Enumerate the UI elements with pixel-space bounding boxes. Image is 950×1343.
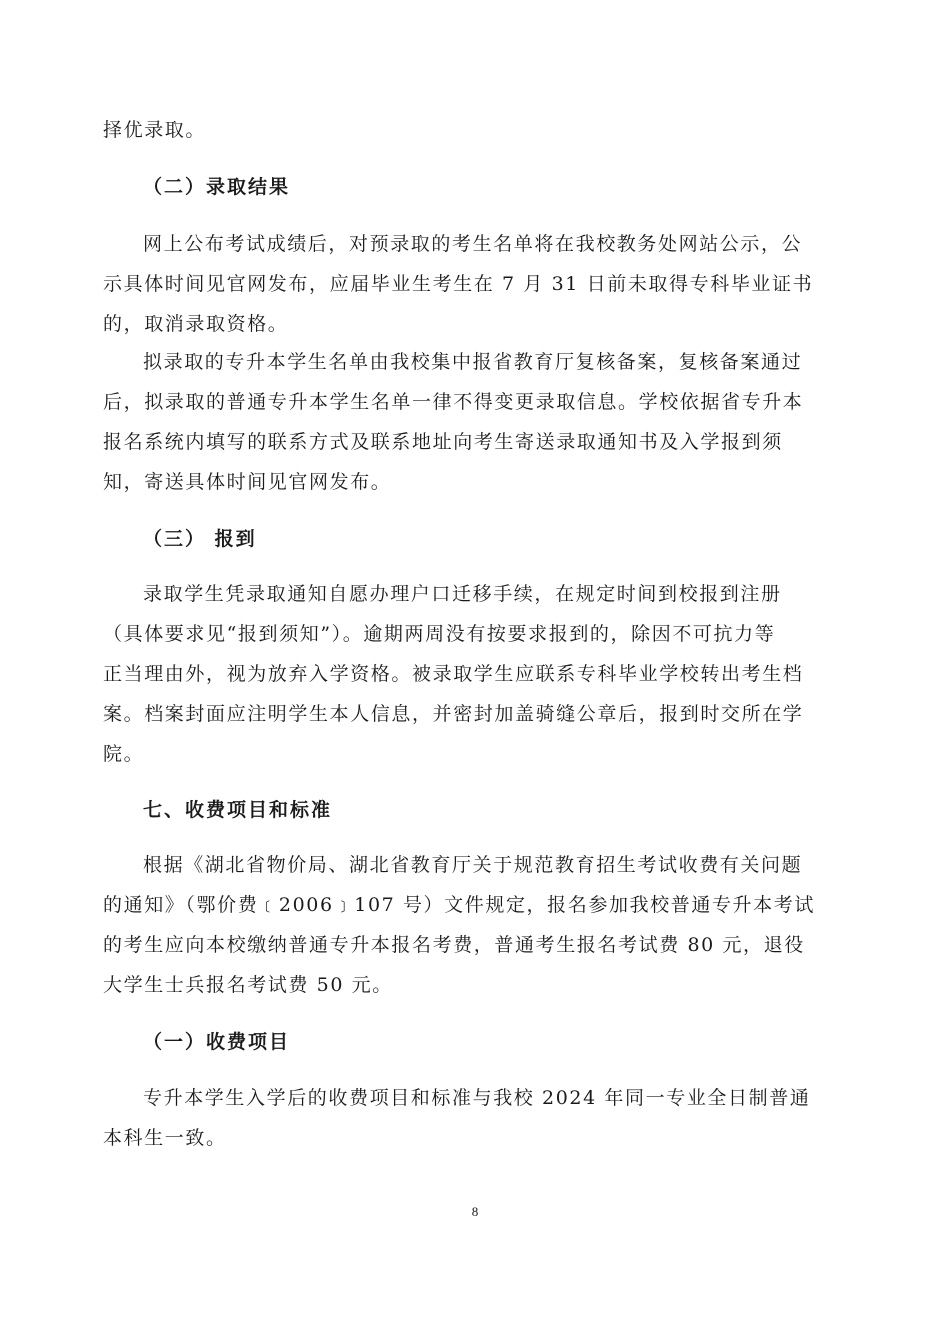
section-heading-registration: （三） 报到: [143, 528, 257, 550]
paragraph-line: （具体要求见“报到须知”）。逾期两周没有按要求报到的，除因不可抗力等: [103, 623, 776, 645]
paragraph-line: 大学生士兵报名考试费 50 元。: [103, 974, 393, 996]
paragraph-line: 网上公布考试成绩后，对预录取的考生名单将在我校教务处网站公示，公: [143, 233, 803, 255]
paragraph-line: 知，寄送具体时间见官网发布。: [103, 471, 392, 493]
paragraph-line: 案。档案封面应注明学生本人信息，并密封加盖骑缝公章后，报到时交所在学: [103, 703, 804, 725]
paragraph-line: 的通知》（鄂价费﹝2006﹞107 号）文件规定，报名参加我校普通专升本考试: [103, 894, 815, 916]
section-heading-admission-result: （二）录取结果: [143, 176, 291, 198]
section-heading-fee-items: （一）收费项目: [143, 1031, 291, 1053]
page-number: 8: [471, 1204, 479, 1219]
section-heading-fees: 七、收费项目和标准: [143, 799, 333, 821]
paragraph-line: 拟录取的专升本学生名单由我校集中报省教育厅复核备案，复核备案通过: [143, 351, 803, 373]
paragraph-line: 的考生应向本校缴纳普通专升本报名考费，普通考生报名考试费 80 元，退役: [103, 934, 805, 956]
paragraph-line: 示具体时间见官网发布，应届毕业生考生在 7 月 31 日前未取得专科毕业证书: [103, 273, 814, 295]
paragraph-line: 择优录取。: [103, 119, 207, 141]
paragraph-line: 录取学生凭录取通知自愿办理户口迁移手续，在规定时间到校报到注册: [143, 583, 782, 605]
paragraph-line: 报名系统内填写的联系方式及联系地址向考生寄送录取通知书及入学报到须: [103, 431, 783, 453]
paragraph-line: 后，拟录取的普通专升本学生名单一律不得变更录取信息。学校依据省专升本: [103, 391, 804, 413]
paragraph-line: 专升本学生入学后的收费项目和标准与我校 2024 年同一专业全日制普通: [143, 1087, 811, 1109]
paragraph-line: 的，取消录取资格。: [103, 313, 289, 335]
paragraph-line: 院。: [103, 743, 145, 765]
paragraph-line: 根据《湖北省物价局、湖北省教育厅关于规范教育招生考试收费有关问题: [143, 854, 803, 876]
paragraph-line: 本科生一致。: [103, 1127, 227, 1149]
paragraph-line: 正当理由外，视为放弃入学资格。被录取学生应联系专科毕业学校转出考生档: [103, 663, 804, 685]
